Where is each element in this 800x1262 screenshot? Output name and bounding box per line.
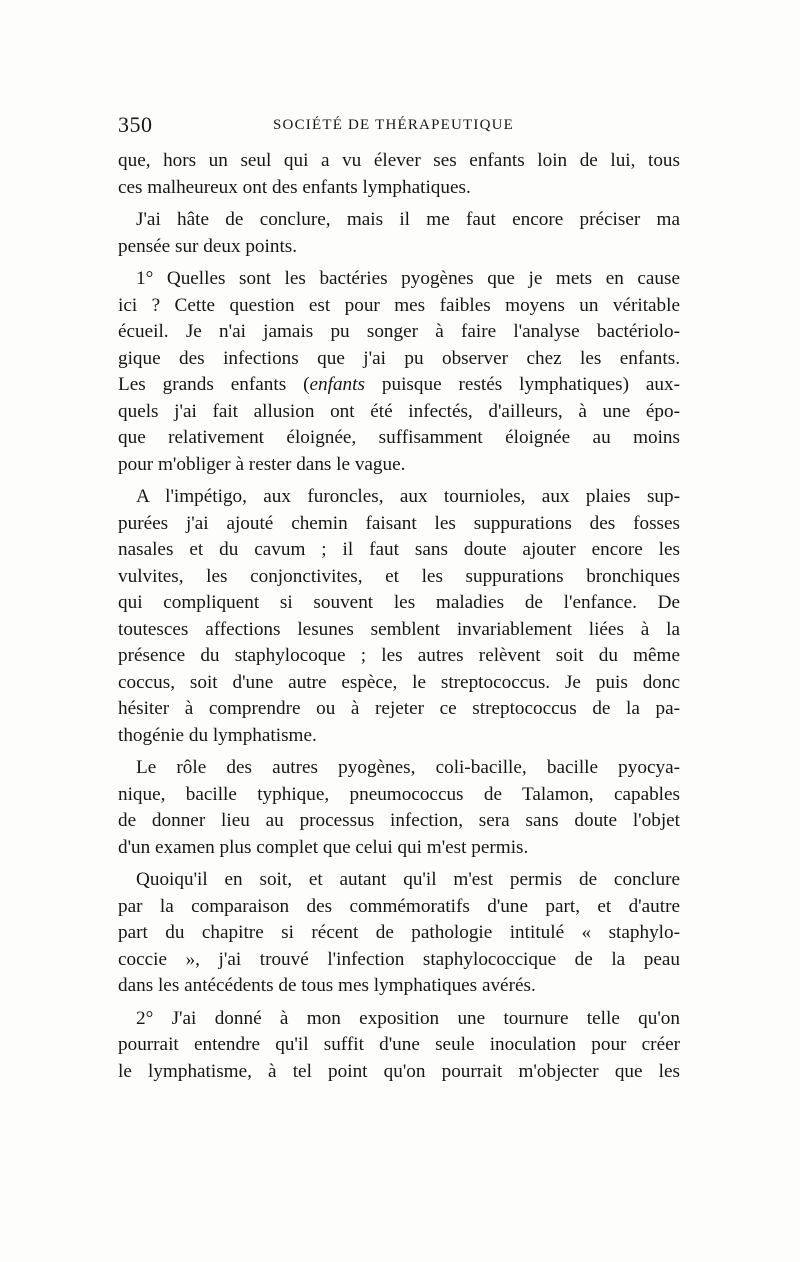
text-line: part du chapitre si récent de pathologie intitulé « staphylo- [118, 922, 680, 943]
text-line: dans les antécédents de tous mes lymphatiques avérés. [118, 975, 536, 996]
text-line: coccie », j'ai trouvé l'infection staphylococcique de la peau [118, 948, 680, 970]
text-line: vulvites, les conjonctivites, et les suppurations bronchiques [118, 565, 680, 587]
text-line: présence du staphylocoque ; les autres relèvent soit du même [118, 645, 680, 666]
page-number: 350 [118, 112, 153, 137]
text-line: pensée sur deux points. [118, 235, 298, 257]
text-line: que relativement éloignée, suffisamment éloignée au moins [118, 427, 680, 448]
text-line: Le rôle des autres pyogènes, coli-bacille, bacille pyocya- [136, 757, 680, 778]
text-line: d'un examen plus complet que celui qui m'est permis. [118, 836, 529, 858]
text-line: coccus, soit d'une autre espèce, le streptococcus. Je puis donc [118, 671, 680, 693]
text-line: qui compliquent si souvent les maladies de l'enfance. De [118, 592, 680, 613]
text-line: de donner lieu au processus infection, sera sans doute l'objet [118, 810, 680, 831]
text-line: J'ai hâte de conclure, mais il me faut encore préciser ma [136, 209, 680, 230]
text-line: Quoiqu'il en soit, et autant qu'il m'est permis de conclure [136, 869, 680, 890]
text-line: A l'impétigo, aux furoncles, aux tournioles, aux plaies sup- [136, 486, 680, 507]
body-text [118, 148, 680, 1085]
italic-word: enfants [309, 374, 365, 395]
text-line: gique des infections que j'ai pu observer chez les enfants. [118, 347, 680, 369]
text-line: purées j'ai ajouté chemin faisant les suppurations des fosses [118, 512, 680, 534]
text-line: pour m'obliger à rester dans le vague. [118, 453, 406, 475]
paragraph [118, 207, 680, 260]
text-line: quels j'ai fait allusion ont été infectés, d'ailleurs, à une épo- [118, 400, 680, 422]
text-line: nique, bacille typhique, pneumococcus de Talamon, capables [118, 783, 680, 805]
running-head: SOCIÉTÉ DE THÉRAPEUTIQUE [273, 117, 515, 133]
text-line: ici ? Cette question est pour mes faibles moyens un véritable [118, 294, 680, 316]
text-line: 1° Quelles sont les bactéries pyogènes que je mets en cause [136, 268, 680, 289]
paragraph [118, 266, 680, 478]
text-line: par la comparaison des commémoratifs d'une part, et d'autre [118, 895, 680, 917]
text-line: thogénie du lymphatisme. [118, 724, 317, 746]
paragraph [118, 867, 680, 1000]
text-line: ces malheureux ont des enfants lymphatiques. [118, 176, 471, 198]
text-line: le lymphatisme, à tel point qu'on pourrait m'objecter que les [118, 1060, 680, 1082]
text-line: nasales et du cavum ; il faut sans doute ajouter encore les [118, 539, 680, 560]
paragraph [118, 148, 680, 201]
paragraph [118, 484, 680, 749]
page-header [118, 112, 680, 148]
paragraph [118, 755, 680, 861]
text-line: hésiter à comprendre ou à rejeter ce streptococcus de la pa- [118, 698, 680, 719]
text-line: Les grands enfants (enfants puisque restés lymphatiques) aux- [118, 374, 681, 395]
book-page [118, 112, 680, 1091]
text-line: toutesces affections lesunes semblent invariablement liées à la [118, 618, 680, 640]
paragraph [118, 1006, 680, 1086]
text-line: que, hors un seul qui a vu élever ses enfants loin de lui, tous [118, 150, 680, 171]
text-line: 2° J'ai donné à mon exposition une tournure telle qu'on [136, 1007, 680, 1029]
text-line: écueil. Je n'ai jamais pu songer à faire l'analyse bactériolo- [118, 321, 680, 342]
text-line: pourrait entendre qu'il suffit d'une seule inoculation pour créer [118, 1034, 680, 1055]
